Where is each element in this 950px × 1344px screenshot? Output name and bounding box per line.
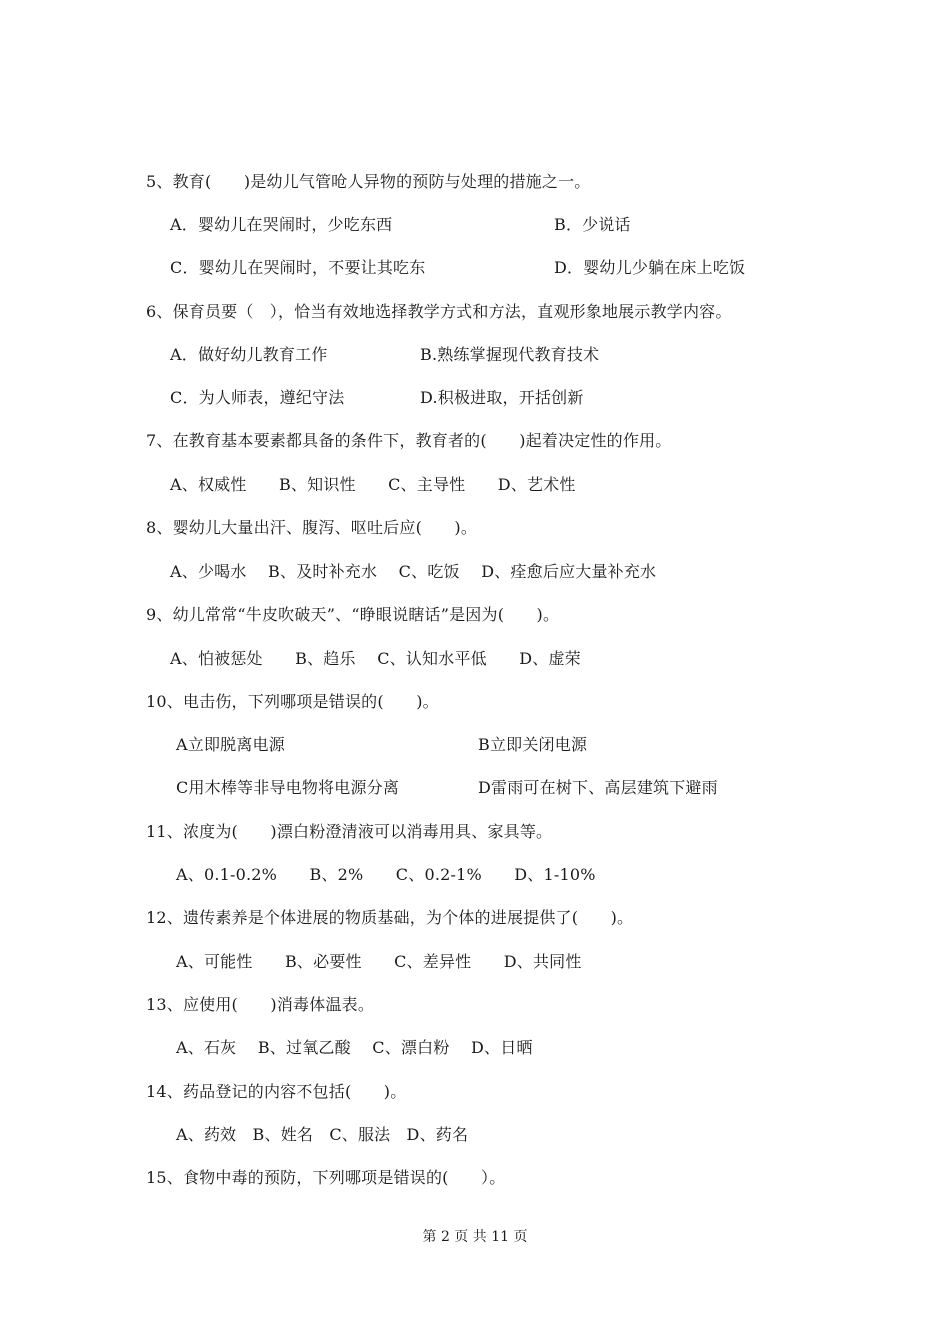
- question-6-option-b: B.熟练掌握现代教育技术: [420, 345, 600, 364]
- question-5-option-a: A．婴幼儿在哭闹时，少吃东西: [170, 215, 393, 234]
- question-6-option-a: A．做好幼儿教育工作: [170, 345, 328, 364]
- question-12-stem: 12、遗传素养是个体进展的物质基础，为个体的进展提供了( )。: [146, 908, 634, 927]
- question-13-stem: 13、应使用( )消毒体温表。: [146, 995, 375, 1014]
- question-12-options: A、可能性 B、必要性 C、差异性 D、共同性: [176, 952, 582, 971]
- question-7-stem: 7、在教育基本要素都具备的条件下，教育者的( )起着决定性的作用。: [146, 431, 672, 450]
- question-5-option-d: D．婴幼儿少躺在床上吃饭: [554, 258, 746, 277]
- question-10-option-d: D雷雨可在树下、高层建筑下避雨: [478, 778, 718, 797]
- question-14-stem: 14、药品登记的内容不包括( )。: [146, 1082, 407, 1101]
- question-10-option-b: B立即关闭电源: [478, 735, 588, 754]
- question-14-options: A、药效 B、姓名 C、服法 D、药名: [176, 1125, 469, 1144]
- question-10-option-a: A立即脱离电源: [176, 735, 285, 754]
- question-10-option-c: C用木棒等非导电物将电源分离: [176, 778, 400, 797]
- question-6-option-d: D.积极进取，开括创新: [420, 388, 584, 407]
- question-9-stem: 9、幼儿常常“牛皮吹破天”、“睁眼说瞎话”是因为( )。: [146, 605, 560, 624]
- page-number-footer: 第 2 页 共 11 页: [422, 1229, 528, 1245]
- question-5-option-c: C．婴幼儿在哭闹时，不要让其吃东: [170, 258, 426, 277]
- question-5-stem: 5、教育( )是幼儿气管呛人异物的预防与处理的措施之一。: [146, 172, 591, 191]
- question-13-options: A、石灰 B、过氧乙酸 C、漂白粉 D、日晒: [176, 1038, 533, 1057]
- question-15-stem: 15、食物中毒的预防，下列哪项是错误的( ）。: [146, 1168, 506, 1187]
- question-8-stem: 8、婴幼儿大量出汗、腹泻、呕吐后应( )。: [146, 518, 478, 537]
- question-11-options: A、0.1-0.2% B、2% C、0.2-1% D、1-10%: [176, 865, 596, 884]
- question-6-stem: 6、保育员要（ ），恰当有效地选择教学方式和方法，直观形象地展示教学内容。: [146, 302, 732, 321]
- question-7-options: A、权威性 B、知识性 C、主导性 D、艺术性: [170, 475, 576, 494]
- question-5-option-b: B．少说话: [554, 215, 631, 234]
- question-10-stem: 10、电击伤，下列哪项是错误的( )。: [146, 692, 439, 711]
- question-8-options: A、少喝水 B、及时补充水 C、吃饭 D、痊愈后应大量补充水: [170, 562, 657, 581]
- question-6-option-c: C．为人师表，遵纪守法: [170, 388, 345, 407]
- question-11-stem: 11、浓度为( )漂白粉澄清液可以消毒用具、家具等。: [146, 822, 553, 841]
- question-9-options: A、怕被惩处 B、趋乐 C、认知水平低 D、虚荣: [170, 649, 581, 668]
